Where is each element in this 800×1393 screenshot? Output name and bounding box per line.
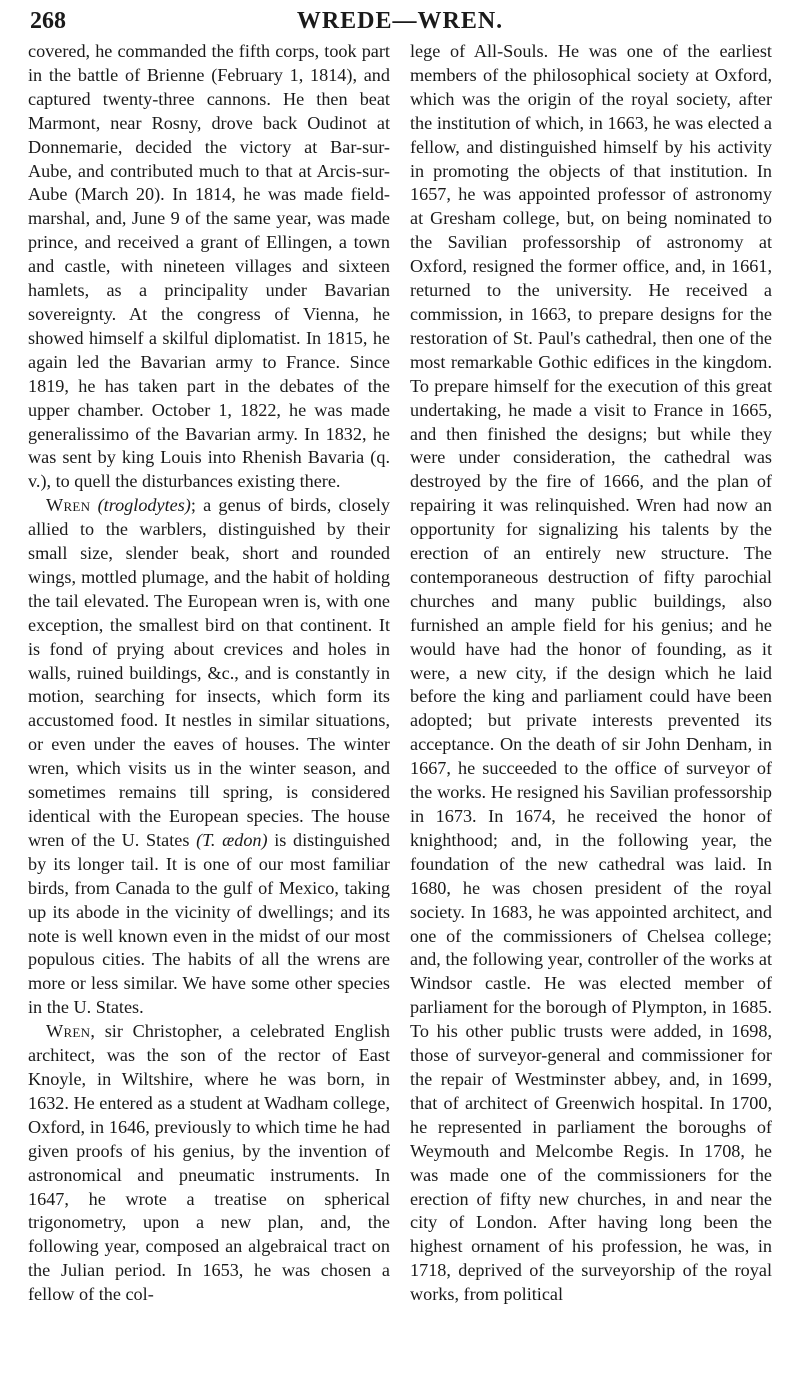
- wren-christopher-entry-continued: lege of All-Souls. He was one of the earliest members of the philosophical society at Oxford, which was the origin of the royal society, after the institution of which, in 1663, he was elected a fellow, and distinguished himself by his activity in promoting the objects of that institution. In 1657, he was appointed professor of astronomy at Gresham college, but, on being nominated to the Savilian professorship of astronomy at Oxford, resigned the former office, and, in 1661, returned to the university. He received a commission, in 1663, to prepare designs for the restoration of St. Paul's cathedral, then one of the most remarkable Gothic edifices in the kingdom. To prepare himself for the execution of this great undertaking, he made a visit to France in 1665, and then finished the designs; but while they were under consideration, the cathedral was destroyed by the fire of 1666, and the plan of repairing it was relinquished. Wren had now an opportunity for signalizing his talents by the erection of an entirely new structure. The contemporaneous destruction of fifty parochial churches and many public buildings, also furnished an ample field for his genius; and he would have had the honor of founding, as it were, a new city, if the design which he laid before the king and parliament could have been adopted; but private interests prevented its acceptance. On the death of sir John Denham, in 1667, he succeeded to the office of surveyor of the works. He resigned his Savilian professorship in 1673. In 1674, he received the honor of knighthood; and, in the following year, the foundation of the new cathedral was laid. In 1680, he was chosen president of the royal society. In 1683, he was appointed architect, and one of the commissioners of Chelsea college; and, the following year, controller of the works at Windsor castle. He was elected member of parliament for the borough of Plympton, in 1685. To his other public trusts were added, in 1698, those of surveyor-general and commissioner for the repair of Westminster abbey, and, in 1699, that of architect of Greenwich hospital. In 1700, he represented in parliament the boroughs of Weymouth and Melcombe Regis. In 1708, he was made one of the commissioners for the erection of fifty new churches, in and near the city of London. After having long been the highest ornament of his profession, he was, in 1718, deprived of the surveyorship of the royal works, from political: [410, 41, 772, 1305]
- running-head: [30, 4, 770, 38]
- wren-christopher-entry: [28, 1020, 390, 1307]
- latin-name: (troglodytes): [97, 495, 191, 516]
- wrede-entry-continued: covered, he commanded the fifth corps, took part in the battle of Brienne (February 1, 1814), and captured twenty-three cannons. He then beat Marmont, near Rosny, drove back Oudinot at Donnemarie, decided the victory at Bar-sur-Aube, and contributed much to that at Arcis-sur-Aube (March 20). In 1814, he was made field-marshal, and, June 9 of the same year, was made prince, and received a grant of Ellingen, a town and castle, with nineteen villages and sixteen hamlets, as a principality under Bavarian sovereignty. At the congress of Vienna, he showed himself a skilful diplomatist. In 1815, he again led the Bavarian army to France. Since 1819, he has taken part in the debates of the upper chamber. October 1, 1822, he was made generalissimo of the Bavarian army. In 1832, he was sent by king Louis into Rhenish Bavaria (q. v.), to quell the disturbances existing there.: [28, 41, 390, 492]
- entry-term: Wren: [46, 495, 91, 516]
- entry-text: , sir Christopher, a celebrated English architect, was the son of the rector of East Knoyle, in Wiltshire, where he was born, in 1632. He entered as a student at Wadham college, Oxford, in 1646, previously to which time he had given proofs of his genius, by the invention of astronomical and pneumatic instruments. In 1647, he wrote a treatise on spherical trigonometry, upon a new plan, and, the following year, composed an algebraical tract on the Julian period. In 1653, he was chosen a fellow of the col-: [28, 1021, 390, 1305]
- left-column: [28, 40, 390, 1385]
- text-columns: [28, 40, 772, 1385]
- running-title: WREDE—WREN.: [296, 8, 504, 34]
- entry-text: ; a genus of birds, closely allied to the warblers, distinguished by their small size, slender beak, short and rounded wings, mottled plumage, and the habit of holding the tail elevated. The European wren is, with one exception, the smallest bird on that continent. It is fond of prying about crevices and holes in walls, ruined buildings, &c., and is constantly in motion, searching for insects, which form its accustomed food. It nestles in similar situations, or even under the eaves of houses. The winter wren, which visits us in the winter season, and sometimes remains till spring, is considered identical with the European species. The house wren of the U. States: [28, 495, 390, 850]
- entry-term: Wren: [46, 1021, 91, 1042]
- entry-text-continued: is distinguished by its longer tail. It is one of our most familiar birds, from Canada to the gulf of Mexico, taking up its abode in the vicinity of dwellings; and its note is well known even in the midst of our most populous cities. The habits of all the wrens are more or less similar. We have some other species in the U. States.: [28, 829, 390, 1018]
- wren-bird-entry: [28, 494, 390, 1020]
- page-number: 268: [30, 8, 66, 34]
- species-name: (T. ædon): [196, 829, 268, 850]
- right-column: [410, 40, 772, 1385]
